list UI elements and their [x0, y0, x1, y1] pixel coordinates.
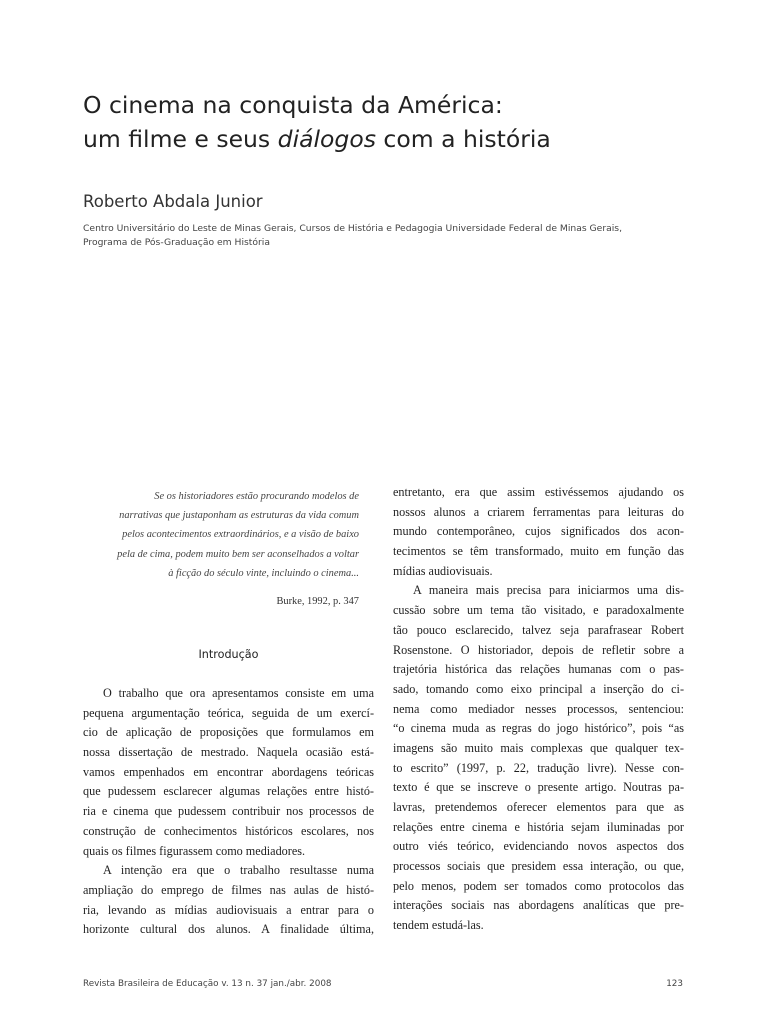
page-number: 123: [666, 979, 683, 989]
text-line: nossa dissertação de mestrado. Naquela ocasião está-: [83, 745, 374, 760]
epigraph-citation: Burke, 1992, p. 347: [276, 596, 359, 607]
epigraph-line: pelos acontecimentos extraordinários, e a visão de baixo: [122, 529, 359, 541]
title-line-2-italic: diálogos: [277, 125, 376, 153]
text-line: tão pouco esclarecido, talvez seja parafrasear Robert: [393, 622, 684, 637]
text-line: sado, tomando como eixo principal a inserção do ci-: [393, 681, 684, 696]
text-line: entretanto, era que assim estivéssemos ajudando os: [393, 485, 684, 499]
affiliation-line: Programa de Pós-Graduação em História: [83, 237, 270, 248]
journal-reference: Revista Brasileira de Educação v. 13 n. 37 jan./abr. 2008: [83, 979, 332, 989]
article-title: [83, 88, 703, 156]
text-line: pelo menos, podem ser tomados como protocolos das: [393, 878, 684, 893]
text-line: ria, levando as mídias audiovisuais a entrar para o: [83, 902, 374, 917]
body-column-left: [83, 684, 374, 940]
author-name: Roberto Abdala Junior: [83, 192, 263, 211]
text-line: “o cinema muda as regras do jogo histórico”, pois “as: [393, 721, 684, 736]
text-line: to escrito” (1997, p. 22, tradução livre). Nesse con-: [393, 760, 684, 775]
text-line: tecimentos se têm transformado, muito em função das: [393, 544, 684, 559]
title-line-2-prefix: um filme e seus: [83, 125, 278, 153]
section-heading: Introdução: [198, 648, 259, 661]
epigraph-line: à ficção do século vinte, incluindo o cinema...: [168, 567, 359, 579]
text-line: A intenção era que o trabalho resultasse numa: [103, 863, 374, 878]
text-line: outro viés teórico, evidenciando novos aspectos dos: [393, 839, 684, 854]
text-line: nossos alunos a criarem ferramentas para leituras do: [393, 504, 684, 519]
text-line: relações entre cinema e história sejam iluminadas por: [393, 819, 684, 834]
text-line: A maneira mais precisa para iniciarmos uma dis-: [413, 583, 684, 598]
body-column-right: [393, 483, 684, 936]
epigraph-quote: [83, 487, 359, 583]
text-line: ria e cinema que pudessem contribuir nos processos de: [83, 804, 374, 819]
text-line: quais os filmes figurassem como mediadores.: [83, 843, 306, 858]
epigraph-line: narrativas que justaponham as estruturas da vida comum: [119, 510, 359, 522]
epigraph-line: Se os historiadores estão procurando modelos de: [154, 491, 359, 502]
text-line: pequena argumentação teórica, seguida de um exercí-: [83, 705, 374, 720]
title-line-2: [83, 122, 703, 156]
author-affiliation: [83, 222, 703, 250]
text-line: vamos empenhados em encontrar abordagens teóricas: [83, 764, 374, 779]
affiliation-line: Centro Universitário do Leste de Minas Gerais, Cursos de História e Pedagogia Universidade Federal de Minas Gerais,: [83, 223, 622, 234]
text-line: ampliação do emprego de filmes nas aulas de histó-: [83, 882, 374, 897]
text-line: mundo contemporâneo, cujos significados dos acon-: [393, 524, 684, 539]
text-line: cio de aplicação de proposições que formulamos em: [83, 725, 374, 740]
text-line: processos sociais que presidem essa interação, ou que,: [393, 859, 684, 874]
title-line-1: O cinema na conquista da América:: [83, 91, 503, 119]
text-line: que pudessem esclarecer algumas relações entre histó-: [83, 784, 374, 799]
text-line: horizonte cultural dos alunos. A finalidade última,: [83, 922, 374, 937]
text-line: interações sociais nas abordagens analíticas que pre-: [393, 898, 684, 913]
text-line: nema como mediador nesses processos, sentenciou:: [393, 701, 684, 716]
text-line: tendem estudá-las.: [393, 918, 484, 933]
text-line: texto é que se inscreve o presente artigo. Noutras pa-: [393, 780, 684, 795]
text-line: lavras, pretendemos oferecer elementos para que as: [393, 800, 684, 814]
text-line: mídias audiovisuais.: [393, 563, 493, 578]
text-line: construção de conhecimentos históricos escolares, nos: [83, 823, 374, 838]
epigraph-line: pela de cima, podem muito bem ser aconselhados a voltar: [117, 548, 359, 560]
text-line: Rosenstone. O historiador, depois de refletir sobre a: [393, 642, 684, 657]
text-line: cussão sobre um tema tão visitado, e paradoxalmente: [393, 603, 684, 618]
text-line: imagens são muito mais complexas que qualquer tex-: [393, 740, 684, 755]
text-line: O trabalho que ora apresentamos consiste em uma: [103, 686, 374, 700]
title-line-2-suffix: com a história: [375, 125, 551, 153]
text-line: trajetória histórica das relações humanas com o pas-: [393, 662, 684, 677]
